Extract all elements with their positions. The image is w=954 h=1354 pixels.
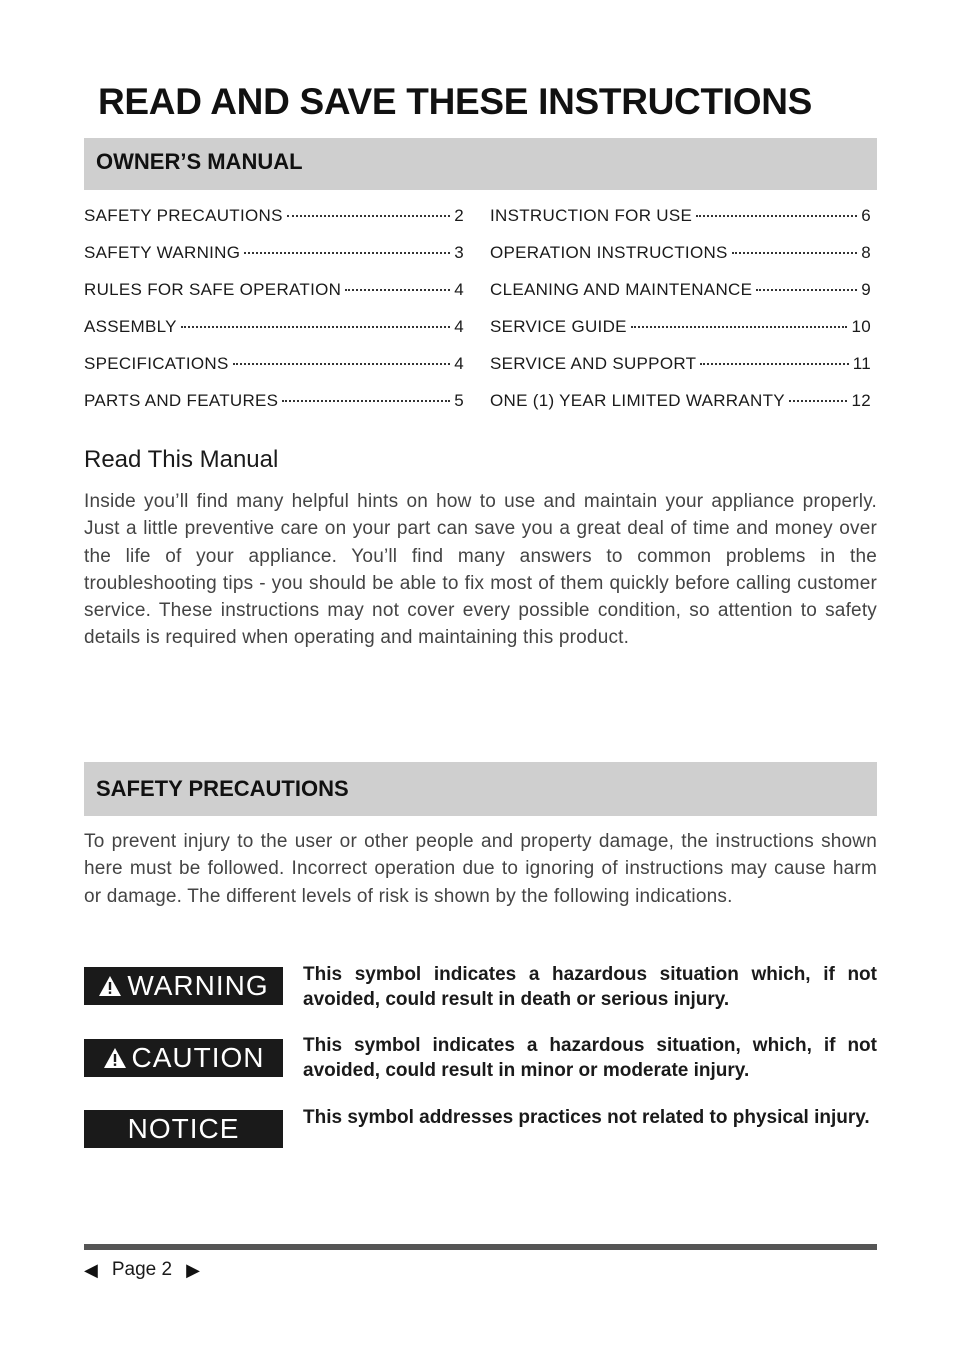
toc-entry[interactable] bbox=[490, 354, 871, 391]
toc-entry[interactable] bbox=[490, 206, 871, 243]
safety-precautions-heading: SAFETY PRECAUTIONS bbox=[96, 776, 349, 801]
toc-entry-page: 8 bbox=[861, 243, 871, 262]
toc-entry-title: SERVICE AND SUPPORT bbox=[490, 354, 697, 373]
toc-entry-page: 12 bbox=[851, 391, 871, 410]
toc-leader-dots bbox=[345, 289, 450, 291]
toc-leader-dots bbox=[756, 289, 857, 291]
toc-entry[interactable] bbox=[84, 391, 464, 428]
warning-badge bbox=[84, 967, 283, 1005]
owners-manual-heading: OWNER’S MANUAL bbox=[96, 149, 303, 174]
toc-entry-page: 6 bbox=[861, 206, 871, 225]
toc-entry-page: 9 bbox=[861, 280, 871, 299]
toc-leader-dots bbox=[789, 400, 848, 402]
toc-right-column bbox=[490, 206, 871, 428]
toc-entry[interactable] bbox=[84, 206, 464, 243]
toc-leader-dots bbox=[696, 215, 857, 217]
safety-precautions-body: To prevent injury to the user or other people and property damage, the instructions shown here must be followed. Incorrect operation due to ignoring of instructions may cause harm or damage. The different levels of risk is shown by the following indications. bbox=[84, 831, 877, 907]
toc-entry[interactable] bbox=[84, 354, 464, 391]
toc-entry-title: OPERATION INSTRUCTIONS bbox=[490, 243, 728, 262]
caution-label: CAUTION bbox=[131, 1042, 265, 1073]
triangle-right-icon[interactable]: ▶ bbox=[186, 1259, 200, 1280]
safety-precautions-header bbox=[84, 762, 877, 816]
toc-entry-page: 10 bbox=[851, 317, 871, 336]
toc-entry-title: SAFETY PRECAUTIONS bbox=[84, 206, 283, 225]
toc-entry-title: INSTRUCTION FOR USE bbox=[490, 206, 693, 225]
toc-entry-page: 4 bbox=[454, 280, 464, 299]
toc-entry-page: 2 bbox=[454, 206, 464, 225]
toc-leader-dots bbox=[700, 363, 848, 365]
toc-leader-dots bbox=[631, 326, 848, 328]
triangle-left-icon[interactable]: ◀ bbox=[84, 1259, 98, 1280]
toc-leader-dots bbox=[233, 363, 451, 365]
page-number: Page 2 bbox=[111, 1259, 173, 1280]
toc-entry[interactable] bbox=[84, 243, 464, 280]
toc-entry[interactable] bbox=[490, 280, 871, 317]
toc-entry[interactable] bbox=[490, 317, 871, 354]
warning-label: WARNING bbox=[127, 970, 269, 1001]
toc-entry-title: PARTS AND FEATURES bbox=[84, 391, 279, 410]
read-manual-heading: Read This Manual bbox=[84, 446, 279, 473]
toc-entry[interactable] bbox=[84, 280, 464, 317]
warning-description: This symbol indicates a hazardous situation which, if not avoided, could result in death or serious injury. bbox=[303, 964, 877, 1010]
toc-entry-title: SAFETY WARNING bbox=[84, 243, 241, 262]
warning-triangle-icon bbox=[98, 975, 122, 997]
toc-entry-page: 4 bbox=[454, 317, 464, 336]
toc-entry[interactable] bbox=[490, 243, 871, 280]
notice-label: NOTICE bbox=[127, 1113, 240, 1144]
toc-entry-title: CLEANING AND MAINTENANCE bbox=[490, 280, 753, 299]
notice-description: This symbol addresses practices not related to physical injury. bbox=[303, 1107, 870, 1128]
owners-manual-header bbox=[84, 138, 877, 190]
toc-entry[interactable] bbox=[490, 391, 871, 428]
toc-leader-dots bbox=[732, 252, 858, 254]
toc-entry-title: ASSEMBLY bbox=[84, 317, 177, 336]
footer-divider bbox=[84, 1244, 877, 1250]
toc-left-column bbox=[84, 206, 464, 428]
toc-entry-page: 3 bbox=[454, 243, 464, 262]
toc-entry-title: RULES FOR SAFE OPERATION bbox=[84, 280, 342, 299]
toc-leader-dots bbox=[181, 326, 450, 328]
toc-entry-title: SERVICE GUIDE bbox=[490, 317, 627, 336]
toc-entry[interactable] bbox=[84, 317, 464, 354]
toc-leader-dots bbox=[287, 215, 451, 217]
caution-triangle-icon bbox=[103, 1047, 127, 1069]
toc-entry-title: ONE (1) YEAR LIMITED WARRANTY bbox=[490, 391, 785, 410]
caution-description: This symbol indicates a hazardous situation, which, if not avoided, could result in minor or moderate injury. bbox=[303, 1035, 877, 1081]
toc-entry-page: 5 bbox=[454, 391, 464, 410]
page-navigation bbox=[84, 1258, 200, 1282]
toc-leader-dots bbox=[282, 400, 450, 402]
notice-badge bbox=[84, 1110, 283, 1148]
caution-badge bbox=[84, 1039, 283, 1077]
toc-entry-page: 4 bbox=[454, 354, 464, 373]
page-title: READ AND SAVE THESE INSTRUCTIONS bbox=[98, 81, 813, 122]
toc-entry-title: SPECIFICATIONS bbox=[84, 354, 229, 373]
read-manual-body: Inside you’ll find many helpful hints on how to use and maintain your appliance properly. Just a little preventive care on your part can save you a great deal of time and money over the life of your appliance. You’ll find many answers to common problems in the troubleshooting tips - you should be able to fix most of them quickly before calling customer service. These instructions may not cover every possible condition, so attention to safety details is required when operating and maintaining this product. bbox=[84, 491, 877, 649]
toc-entry-page: 11 bbox=[852, 354, 871, 373]
toc-leader-dots bbox=[244, 252, 450, 254]
